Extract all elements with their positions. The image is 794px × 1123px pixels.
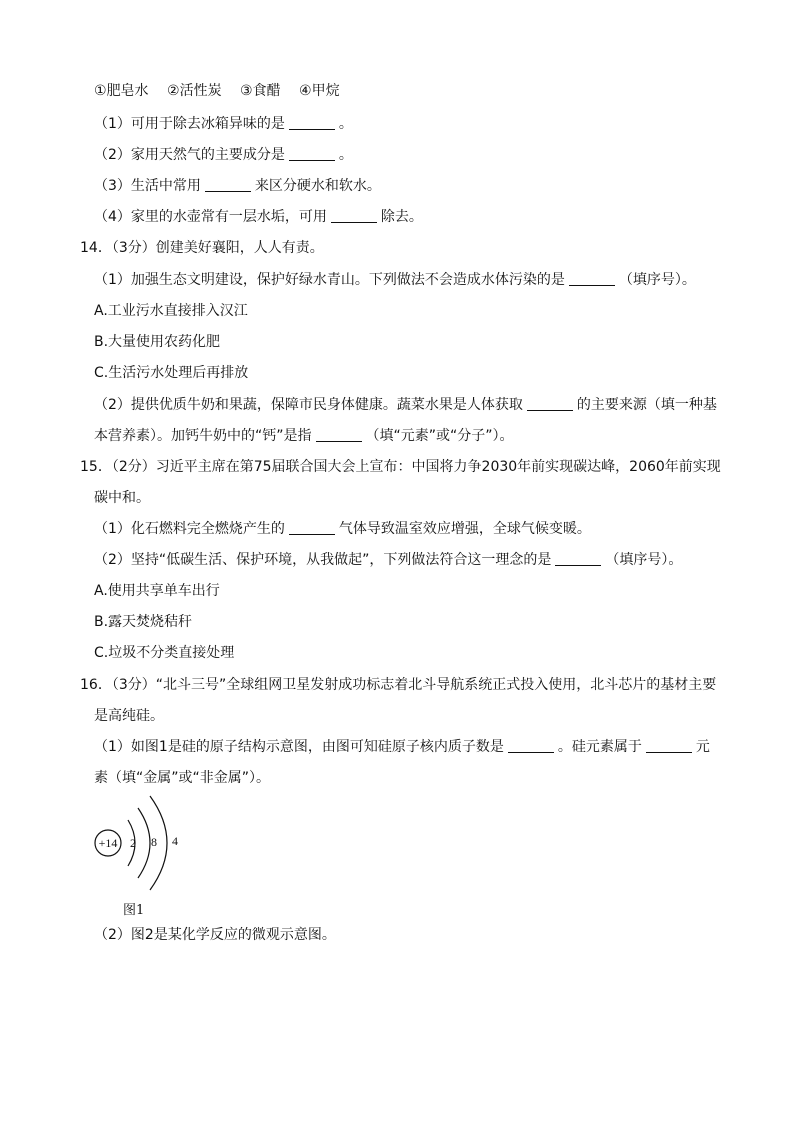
q13-sub-1: （1）可用于除去冰箱异味的是 。 bbox=[94, 116, 353, 132]
q13-sub-2: （2）家用天然气的主要成分是 。 bbox=[94, 147, 353, 163]
answer-blank[interactable] bbox=[289, 521, 335, 535]
answer-blank[interactable] bbox=[331, 209, 377, 223]
options-line bbox=[94, 82, 340, 100]
answer-blank[interactable] bbox=[555, 552, 601, 566]
answer-blank[interactable] bbox=[508, 739, 554, 753]
option-2: ②活性炭 bbox=[167, 83, 222, 99]
q15-heading-2: 碳中和。 bbox=[94, 490, 150, 506]
figure-1-caption: 图1 bbox=[123, 903, 145, 918]
q16-sub-1a: （1）如图1是硅的原子结构示意图，由图可知硅原子核内质子数是 。硅元素属于 元 bbox=[94, 739, 710, 755]
shell-2-electrons: 8 bbox=[151, 835, 157, 849]
q14-option-a: A.工业污水直接排入汉江 bbox=[94, 303, 248, 319]
q13-sub-4: （4）家里的水壶常有一层水垢，可用 除去。 bbox=[94, 209, 423, 225]
q15-sub-2: （2）坚持“低碳生活、保护环境，从我做起”，下列做法符合这一理念的是 （填序号）。 bbox=[94, 552, 683, 568]
shell-1-electrons: 2 bbox=[130, 836, 136, 850]
q13-sub-3: （3）生活中常用 来区分硬水和软水。 bbox=[94, 178, 381, 194]
option-3: ③食醋 bbox=[240, 83, 281, 99]
q14-heading: 14．（3分）创建美好襄阳，人人有责。 bbox=[80, 240, 324, 256]
answer-blank[interactable] bbox=[527, 397, 573, 411]
q14-option-b: B.大量使用农药化肥 bbox=[94, 334, 221, 350]
nucleus-charge: +14 bbox=[98, 836, 118, 850]
answer-blank[interactable] bbox=[289, 116, 335, 130]
q16-heading-1: 16．（3分）“北斗三号”全球组网卫星发射成功标志着北斗导航系统正式投入使用，北斗芯片的基材主要 bbox=[80, 677, 717, 693]
q15-heading-1: 15．（2分）习近平主席在第75届联合国大会上宣布：中国将力争2030年前实现碳达峰，2060年前实现 bbox=[80, 459, 721, 475]
shell-3-electrons: 4 bbox=[172, 834, 178, 848]
q15-option-a: A.使用共享单车出行 bbox=[94, 583, 220, 599]
q15-option-b: B.露天焚烧秸秆 bbox=[94, 614, 193, 630]
answer-blank[interactable] bbox=[569, 272, 615, 286]
q16-sub-2: （2）图2是某化学反应的微观示意图。 bbox=[94, 927, 336, 943]
q15-sub-1: （1）化石燃料完全燃烧产生的 气体导致温室效应增强，全球气候变暖。 bbox=[94, 521, 591, 537]
q15-option-c: C.垃圾不分类直接处理 bbox=[94, 645, 235, 661]
option-1: ①肥皂水 bbox=[94, 83, 149, 99]
q16-heading-2: 是高纯硅。 bbox=[94, 708, 164, 724]
q14-sub-2a: （2）提供优质牛奶和果蔬，保障市民身体健康。蔬菜水果是人体获取 的主要来源（填一种基 bbox=[94, 397, 717, 413]
answer-blank[interactable] bbox=[316, 428, 362, 442]
q16-sub-1b: 素（填“金属”或“非金属”）。 bbox=[94, 770, 271, 786]
option-4: ④甲烷 bbox=[299, 83, 340, 99]
atom-structure-diagram bbox=[92, 790, 192, 900]
electron-shell-2 bbox=[138, 808, 150, 878]
answer-blank[interactable] bbox=[289, 147, 335, 161]
q14-sub-1: （1）加强生态文明建设，保护好绿水青山。下列做法不会造成水体污染的是 （填序号）。 bbox=[94, 272, 696, 288]
q14-option-c: C.生活污水处理后再排放 bbox=[94, 365, 249, 381]
answer-blank[interactable] bbox=[646, 739, 692, 753]
q14-sub-2b: 本营养素）。加钙牛奶中的“钙”是指 （填“元素”或“分子”）。 bbox=[94, 428, 514, 444]
answer-blank[interactable] bbox=[205, 178, 251, 192]
